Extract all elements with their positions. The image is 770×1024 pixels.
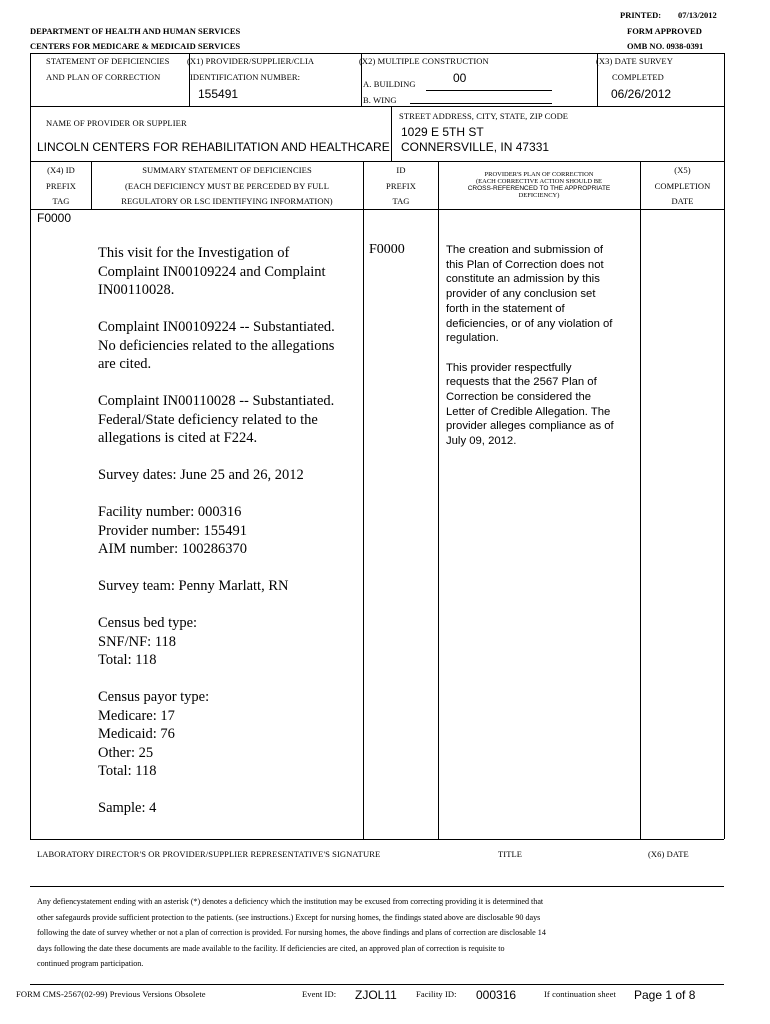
poc-line: forth in the statement of [446, 302, 565, 315]
poc-header-3: CROSS-REFERENCED TO THE APPROPRIATE [467, 185, 611, 192]
poc-line: regulation. [446, 332, 499, 345]
summary-line: are cited. [98, 356, 152, 372]
survey-date-value: 06/26/2012 [611, 87, 672, 101]
summary-line: SNF/NF: 118 [98, 633, 177, 650]
rule-row1 [30, 106, 724, 107]
address-label: STREET ADDRESS, CITY, STATE, ZIP CODE [399, 111, 569, 121]
summary-line: Other: 25 [98, 744, 154, 761]
printed-label: PRINTED: [620, 10, 662, 20]
summary-paragraph [98, 577, 360, 596]
summary-line: Medicaid: 76 [98, 726, 175, 742]
poc-line: provider alleges compliance as of [446, 420, 614, 433]
disclaimer-line: Any defiencystatement ending with an asterisk (*) denotes a deficiency which the institution may be excused from correcting providing it is determined that [37, 897, 544, 906]
x3-label-1: (X3) DATE SURVEY [596, 56, 673, 66]
poc-line: deficiencies, or of any violation of [446, 317, 613, 330]
summary-line: Sample: 4 [98, 800, 157, 816]
x6-date-label: (X6) DATE [648, 849, 689, 859]
x5-header-1: (X5) [674, 165, 691, 175]
summary-line: Survey team: Penny Marlatt, RN [98, 578, 289, 594]
building-underline [426, 90, 552, 91]
rule-col-poc [640, 161, 641, 839]
rule-footer [30, 984, 724, 985]
disclaimer [37, 894, 717, 972]
summary-line: Federal/State deficiency related to the [98, 411, 318, 428]
omb-number: OMB NO. 0938-0391 [627, 41, 704, 51]
x3-label-2: COMPLETED [612, 72, 664, 82]
rule-bottom [30, 839, 724, 840]
summary-paragraph [98, 318, 360, 374]
x5-header-2: COMPLETION [654, 181, 711, 191]
provider-name-value: LINCOLN CENTERS FOR REHABILITATION AND HEALTHCARE [37, 140, 390, 154]
rule-col-id [438, 161, 439, 839]
poc-paragraph [446, 361, 638, 449]
x4-header-3: TAG [52, 196, 70, 206]
x4-header-2: PREFIX [46, 181, 76, 191]
page-number: Page 1 of 8 [634, 988, 696, 1002]
disclaimer-line: other safegaurds provide sufficient protection to the patients. (see instructions.) Except for nursing homes, the findings stated above are disclosable 90 days [37, 912, 541, 922]
disclaimer-line: following the date of survey whether or not a plan of correction is provided. For nursing homes, the above findings and plans of correction are disclosable 14 [37, 928, 546, 937]
summary-statement [98, 244, 360, 836]
poc-header-4: DEFICIENCY) [518, 192, 560, 199]
summary-line: Census bed type: [98, 615, 198, 631]
poc-line: provider of any conclusion set [446, 288, 596, 301]
summary-header-3: REGULATORY OR LSC IDENTIFYING INFORMATION) [121, 196, 333, 206]
summary-line: Facility number: 000316 [98, 504, 242, 520]
summary-line: Survey dates: June 25 and 26, 2012 [98, 467, 304, 483]
continuation-label: If continuation sheet [544, 989, 616, 999]
summary-line: Total: 118 [98, 652, 157, 668]
summary-paragraph [98, 503, 360, 559]
rule-row3 [30, 209, 724, 210]
summary-line: Medicare: 17 [98, 707, 175, 724]
summary-line: AIM number: 100286370 [98, 541, 248, 557]
x5-header-3: DATE [671, 196, 694, 206]
poc-line: Correction be considered the [446, 391, 592, 404]
poc-line: This provider respectfully [446, 361, 572, 374]
provider-name-label: NAME OF PROVIDER OR SUPPLIER [46, 118, 187, 128]
x1-label-1: (X1) PROVIDER/SUPPLIER/CLIA [187, 56, 315, 66]
x1-label-2: IDENTIFICATION NUMBER: [190, 72, 301, 82]
poc-line: Letter of Credible Allegation. The [446, 405, 611, 418]
summary-paragraph [98, 688, 360, 781]
poc-header-1: PROVIDER'S PLAN OF CORRECTION [484, 171, 594, 178]
left-tag: F0000 [37, 211, 72, 225]
x2-label: (X2) MULTIPLE CONSTRUCTION [359, 56, 489, 66]
rule-row2 [30, 161, 724, 162]
summary-paragraph [98, 244, 360, 300]
form-number: FORM CMS-2567(02-99) Previous Versions Obsolete [16, 989, 206, 999]
summary-line: IN00110028. [98, 282, 175, 298]
x4-header-1: (X4) ID [47, 165, 75, 175]
summary-paragraph [98, 392, 360, 448]
summary-line: Complaint IN00109224 and Complaint [98, 263, 326, 280]
poc-line: The creation and submission of [446, 244, 603, 256]
rule-col-summary [363, 161, 364, 839]
summary-line: Provider number: 155491 [98, 522, 248, 539]
id-header-2: PREFIX [386, 181, 416, 191]
address-line2: CONNERSVILLE, IN 47331 [401, 140, 550, 154]
summary-line: Complaint IN00109224 -- Substantiated. [98, 319, 335, 335]
id-header-3: TAG [392, 196, 410, 206]
rule-signature [30, 886, 724, 887]
id-header-1: ID [396, 165, 406, 175]
address-line1: 1029 E 5TH ST [401, 125, 484, 139]
provider-id-value: 155491 [198, 87, 239, 101]
poc-paragraph [446, 243, 638, 346]
summary-line: Complaint IN00110028 -- Substantiated. [98, 393, 335, 409]
facility-id-label: Facility ID: [416, 989, 457, 999]
rule-top [30, 53, 724, 54]
wing-label: B. WING [363, 95, 397, 105]
centers-title: CENTERS FOR MEDICARE & MEDICAID SERVICES [30, 41, 241, 51]
poc-line: requests that the 2567 Plan of [446, 376, 597, 389]
poc-header [439, 171, 639, 199]
event-id-value: ZJOL11 [355, 988, 397, 1002]
wing-underline [410, 103, 552, 104]
right-tag: F0000 [369, 242, 405, 257]
event-id-label: Event ID: [302, 989, 337, 999]
summary-header-1: SUMMARY STATEMENT OF DEFICIENCIES [142, 165, 312, 175]
disclaimer-line: days following the date these documents are made available to the facility. If deficiencies are cited, an approved plan of correction is requisite to [37, 943, 505, 953]
rule-v-address [391, 106, 392, 161]
department-title: DEPARTMENT OF HEALTH AND HUMAN SERVICES [30, 26, 241, 36]
printed-date: 07/13/2012 [678, 10, 717, 20]
summary-paragraph [98, 614, 360, 670]
poc-line: this Plan of Correction does not [446, 258, 604, 271]
summary-line: Total: 118 [98, 763, 157, 779]
summary-line: allegations is cited at F224. [98, 430, 258, 446]
signature-label: LABORATORY DIRECTOR'S OR PROVIDER/SUPPLIER REPRESENTATIVE'S SIGNATURE [37, 849, 381, 859]
title-label: TITLE [498, 849, 523, 859]
poc-line: constitute an admission by this [446, 273, 600, 286]
facility-id-value: 000316 [476, 988, 517, 1002]
summary-line: This visit for the Investigation of [98, 245, 290, 261]
poc-line: July 09, 2012. [446, 435, 517, 448]
poc-header-2: (EACH CORRECTIVE ACTION SHOULD BE [475, 178, 603, 185]
summary-paragraph [98, 466, 360, 485]
rule-right [724, 53, 725, 839]
building-label: A. BUILDING [363, 79, 416, 89]
plan-of-correction [446, 243, 638, 464]
summary-line: Census payor type: [98, 689, 210, 705]
statement-label-1: STATEMENT OF DEFICIENCIES [46, 56, 170, 66]
building-value: 00 [453, 71, 467, 85]
summary-paragraph [98, 799, 360, 818]
form-approved: FORM APPROVED [627, 26, 702, 36]
statement-label-2: AND PLAN OF CORRECTION [46, 72, 161, 82]
disclaimer-line: continued program participation. [37, 959, 144, 968]
summary-line: No deficiencies related to the allegations [98, 337, 335, 354]
summary-header-2: (EACH DEFICIENCY MUST BE PERCEDED BY FULL [124, 181, 330, 191]
